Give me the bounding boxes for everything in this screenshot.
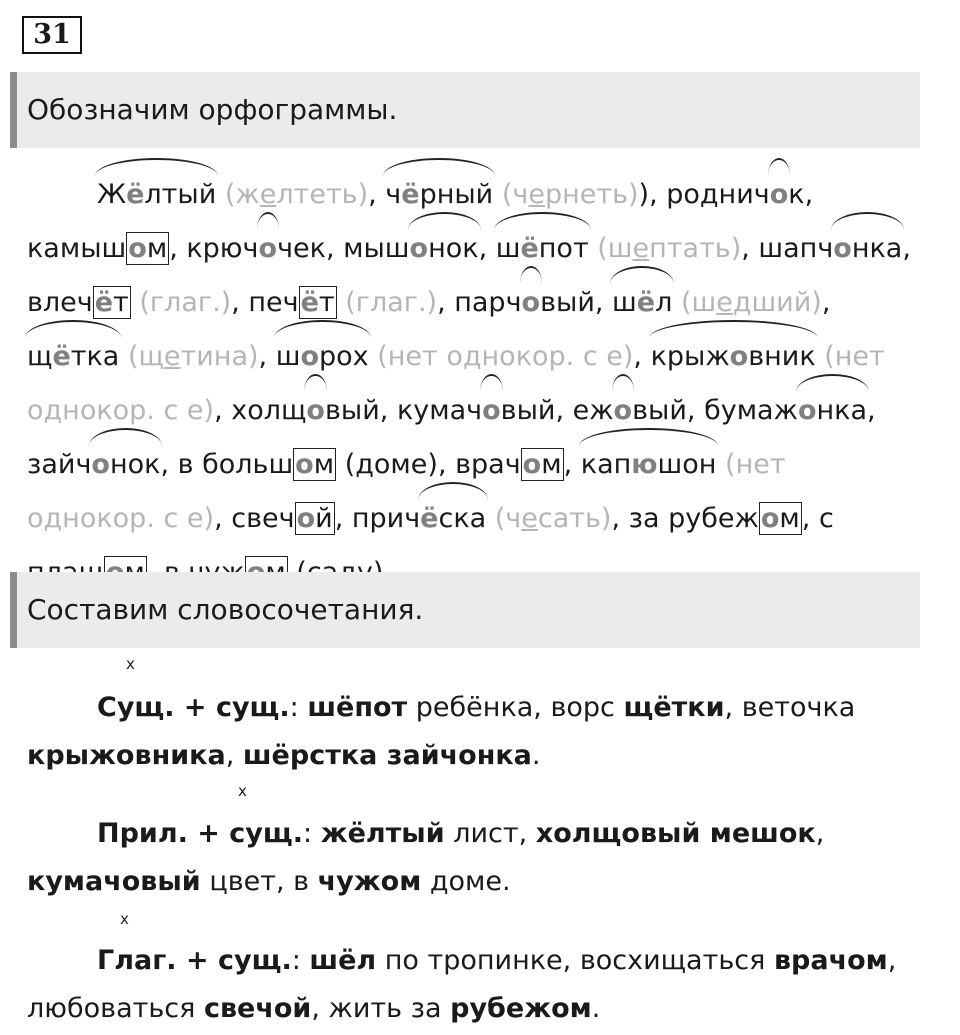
- word-vlechet: влечёт: [27, 287, 129, 318]
- phrases-verb-noun: Глаг. + сущ.: шёл по тропинке, восхищаться врачом, любоваться свечой, жить за рубежом.: [27, 945, 897, 1024]
- word-svechoy: свечой: [231, 503, 333, 534]
- word-kumachovyy: кумачовый: [397, 395, 556, 426]
- word-kryzhovnik: крыжовник: [651, 330, 816, 384]
- stress-mark: x: [238, 782, 247, 800]
- word-pechet: печёт: [248, 287, 335, 318]
- section-heading-spelling: Обозначим орфограммы.: [10, 72, 920, 148]
- word-myshonok: мышонок: [343, 233, 478, 264]
- word-shorokh: шорох: [276, 330, 369, 384]
- stress-mark: x: [126, 655, 135, 673]
- word-rodnichok: родничок: [666, 179, 804, 210]
- word-kamyshom: камышом: [27, 233, 168, 264]
- spelling-paragraph: Жёлтый (желтеть), чёрный (чернеть)), родничок, камышом, крючочек, мышонок, шёпот (шептать), шапчонка, влечёт (глаг.), печёт (глаг.), парчовый, шёл (шедший), щётка (щетина), шорох (нет однокор. с е), крыжовник (нет однокор. с е), холщовый, кумачовый, ежовый, бумажонка, зайчонок, в большом (доме), врачом, капюшон (нет однокор. с е), свечой, причёска (чесать), за рубежом, с: [27, 168, 922, 600]
- section-heading-phrases: Составим словосочетания.: [10, 572, 920, 648]
- word-chernyy: чёрный: [385, 168, 493, 222]
- phrases-noun-noun: Сущ. + сущ.: шёпот ребёнка, ворс щётки, веточка крыжовника, шёрстка зайчонка.: [27, 692, 856, 771]
- word-zheltyy: Жёлтый: [97, 168, 216, 222]
- word-bolshom: в большом: [177, 449, 335, 480]
- word-bumazhonka: бумажонка: [704, 395, 867, 426]
- word-kholshchovyy: холщовый: [231, 395, 380, 426]
- word-ezhovyy: ежовый: [573, 395, 687, 426]
- word-rubezhom: за рубежом: [628, 503, 800, 534]
- phrases-adj-noun: Прил. + сущ.: жёлтый лист, холщовый мешок, кумачовый цвет, в чужом доме.: [27, 818, 825, 897]
- stress-mark: x: [120, 910, 129, 928]
- word-kapyushon: капюшон: [581, 438, 717, 492]
- word-zaychonok: зайчонок: [27, 449, 160, 480]
- word-vrachom: врачом: [455, 449, 562, 480]
- exercise-number: 31: [22, 16, 82, 54]
- word-shchetka: щётка: [27, 330, 119, 384]
- word-prichyoska: причёска: [352, 503, 486, 534]
- word-plashchom: с: [27, 503, 834, 589]
- word-shapchonka: шапчонка: [758, 233, 902, 264]
- word-parchovyy: парчовый: [454, 287, 595, 318]
- word-shepot: шёпот: [496, 222, 589, 276]
- word-shel: шёл: [612, 276, 672, 330]
- word-kryuchochek: крючочек: [186, 233, 326, 264]
